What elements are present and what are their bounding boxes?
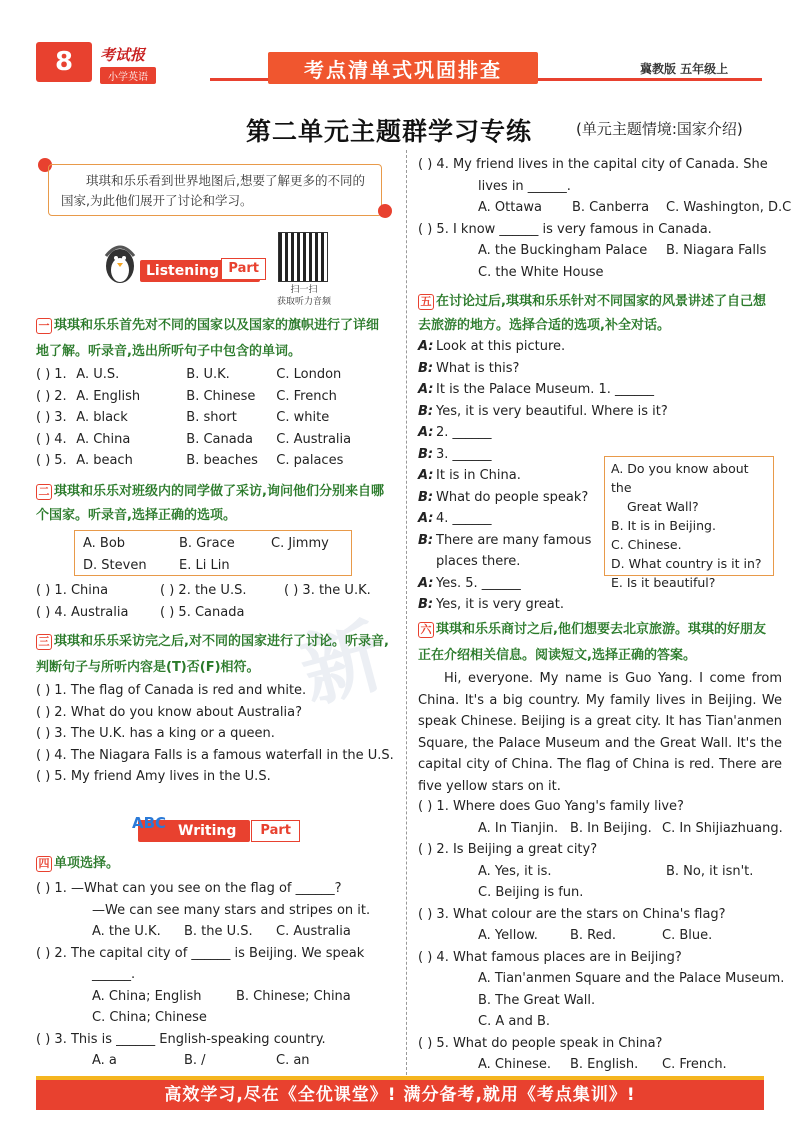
section-5-heading: 五 在讨论过后,琪琪和乐乐针对不同国家的风景讲述了自己想 (418, 290, 766, 314)
footer-banner: 高效学习,尽在《全优课堂》! 满分备考,就用《考点集训》! (36, 1080, 764, 1110)
dialog-line: A: It is the Palace Museum. 1. ______ (418, 382, 655, 397)
page-subtitle: (单元主题情境:国家介绍) (576, 120, 743, 138)
penguin-icon (102, 240, 138, 284)
section-3-items (36, 680, 394, 788)
section-4-questions-left: ( ) 1. —What can you see on the flag of ______? —We can see many stars and stripes on it. A. the U.K. B. the U.S. C. Australia ( ) 2. The capital city of ______ is Beijing. We speak ______. A. China; English B. Chinese; China C. China; Chinese ( ) 3. This is ______ English-speaking country. A. a B. / C. an (36, 881, 371, 1068)
section-6-questions: ( ) 1. Where does Guo Yang's family live? A. In Tianjin. B. In Beijing. C. In Shijiazhuang. ( ) 2. Is Beijing a great city? A. Yes, it is. B. No, it isn't. C. Beijing is fun. ( ) 3. What colour are the stars on China's flag? A. Yellow. B. Red. C. Blue. ( ) 4. What famous places are in Beijing? A. Tian'anmen Square and the Palace Museum. B. The Great Wall. C. A and B. ( ) 5. What do people speak in China? A. Chinese. B. English. C. French. (418, 799, 785, 1072)
reading-passage: Hi, everyone. My name is Guo Yang. I come from China. It's a big country. My family lives in Beijing. We speak Chinese. Beijing is a great city. It has Tian'anmen Square, the Palace Museum and the Great Wall. It's the capital city of China. The flag of China is red. There are five yellow stars on it. (418, 671, 782, 794)
brand-subtitle: 小学英语 (100, 67, 156, 84)
section-1-heading-cont: 地了解。听录音,选出所听句子中包含的单词。 (36, 344, 301, 359)
qr-code-icon[interactable] (278, 232, 328, 282)
section-2-heading-cont: 个国家。听录音,选择正确的选项。 (36, 508, 236, 523)
section-3-heading: 三 琪琪和乐乐采访完之后,对不同的国家进行了讨论。听录音, (36, 630, 389, 654)
brand-name: 考试报 (100, 46, 146, 64)
watermark: 新 (291, 608, 393, 720)
section-2-options: A. Bob B. Grace C. Jimmy D. Steven E. Li Lin (74, 530, 352, 576)
section-6-heading: 六 琪琪和乐乐商讨之后,他们想要去北京旅游。琪琪的好朋友 (418, 618, 766, 642)
listening-title: Listening Part (140, 260, 260, 282)
question-row: ( ) 4. The Niagara Falls is a famous waterfall in the U.S. (36, 747, 394, 763)
dialog-line: places there. (436, 554, 521, 569)
brand-logo (100, 44, 210, 83)
column-divider (406, 150, 407, 1080)
section-4-heading: 四 单项选择。 (36, 852, 119, 876)
section-5-heading-cont: 去旅游的地方。选择合适的选项,补全对话。 (418, 318, 670, 333)
question-row: ( ) 1. A. U.S. B. U.K. C. London (36, 367, 342, 382)
abc-icon: ABC (132, 814, 167, 832)
section-2-heading: 二 琪琪和乐乐对班级内的同学做了采访,询问他们分别来自哪 (36, 480, 384, 504)
question-row: ( ) 2. What do you know about Australia? (36, 704, 302, 720)
question-row: ( ) 3. The U.K. has a king or a queen. (36, 726, 275, 741)
question-row: ( ) 3. A. black B. short C. white (36, 410, 330, 425)
page-title: 第二单元主题群学习专练 (246, 117, 533, 146)
question-row: ( ) 5. My friend Amy lives in the U.S. (36, 769, 271, 784)
section-5-dialog (418, 336, 668, 616)
dialog-line: B: 3. ______ (418, 446, 492, 462)
writing-part: Part (251, 820, 300, 842)
dialog-line: A: It is in China. (418, 468, 521, 483)
listening-part: Part (221, 258, 266, 280)
header-banner: 考点清单式巩固排查 (268, 52, 538, 84)
section-3-heading-cont: 判断句子与所听内容是(T)否(F)相符。 (36, 660, 260, 675)
dialog-line: A: 2. ______ (418, 425, 492, 440)
question-row: ( ) 5. A. beach B. beaches C. palaces (36, 453, 344, 468)
section-6-heading-cont: 正在介绍相关信息。阅读短文,选择正确的答案。 (418, 648, 696, 663)
page-number: 8 (36, 42, 92, 82)
tomato-icon (378, 204, 392, 218)
intro-box: 琪琪和乐乐看到世界地图后,想要了解更多的不同的国家,为此他们展开了讨论和学习。 (48, 164, 382, 216)
dialog-line: B: There are many famous (418, 532, 592, 548)
dialog-line: B: Yes, it is very great. (418, 597, 564, 612)
section-2-items: ( ) 1. China ( ) 2. the U.S. ( ) 3. the U.K. ( ) 4. Australia ( ) 5. Canada (36, 583, 371, 620)
section-4-questions-right: ( ) 4. My friend lives in the capital city of Canada. She lives in ______. A. Ottawa B. Canberra C. Washington, D.C ( ) 5. I know ______ is very famous in Canada. A. the Buckingham Palace B. Niagara Falls C. the White House (418, 157, 792, 280)
question-row: ( ) 1. The flag of Canada is red and white. (36, 683, 307, 698)
section-5-options-box: A. Do you know about the Great Wall? B. It is in Beijing. C. Chinese. D. What country is it in? E. Is it beautiful? (604, 456, 774, 576)
dialog-line: A: 4. ______ (418, 511, 492, 526)
edition-label: 冀教版 五年级上 (640, 62, 729, 76)
dialog-line: B: Yes, it is very beautiful. Where is it? (418, 403, 668, 419)
section-1-questions (36, 364, 351, 472)
question-row: ( ) 4. A. China B. Canada C. Australia (36, 431, 352, 447)
question-row: ( ) 2. A. English B. Chinese C. French (36, 388, 337, 404)
dialog-line: B: What is this? (418, 360, 520, 376)
dialog-line: B: What do people speak? (418, 489, 589, 505)
writing-title: Writing Part (138, 820, 250, 842)
section-1-heading: 一 琪琪和乐乐首先对不同的国家以及国家的旗帜进行了详细 (36, 314, 379, 338)
qr-caption: 扫一扫 获取听力音频 (276, 285, 331, 307)
dialog-line: A: Look at this picture. (418, 339, 566, 354)
dialog-line: A: Yes. 5. ______ (418, 575, 521, 591)
